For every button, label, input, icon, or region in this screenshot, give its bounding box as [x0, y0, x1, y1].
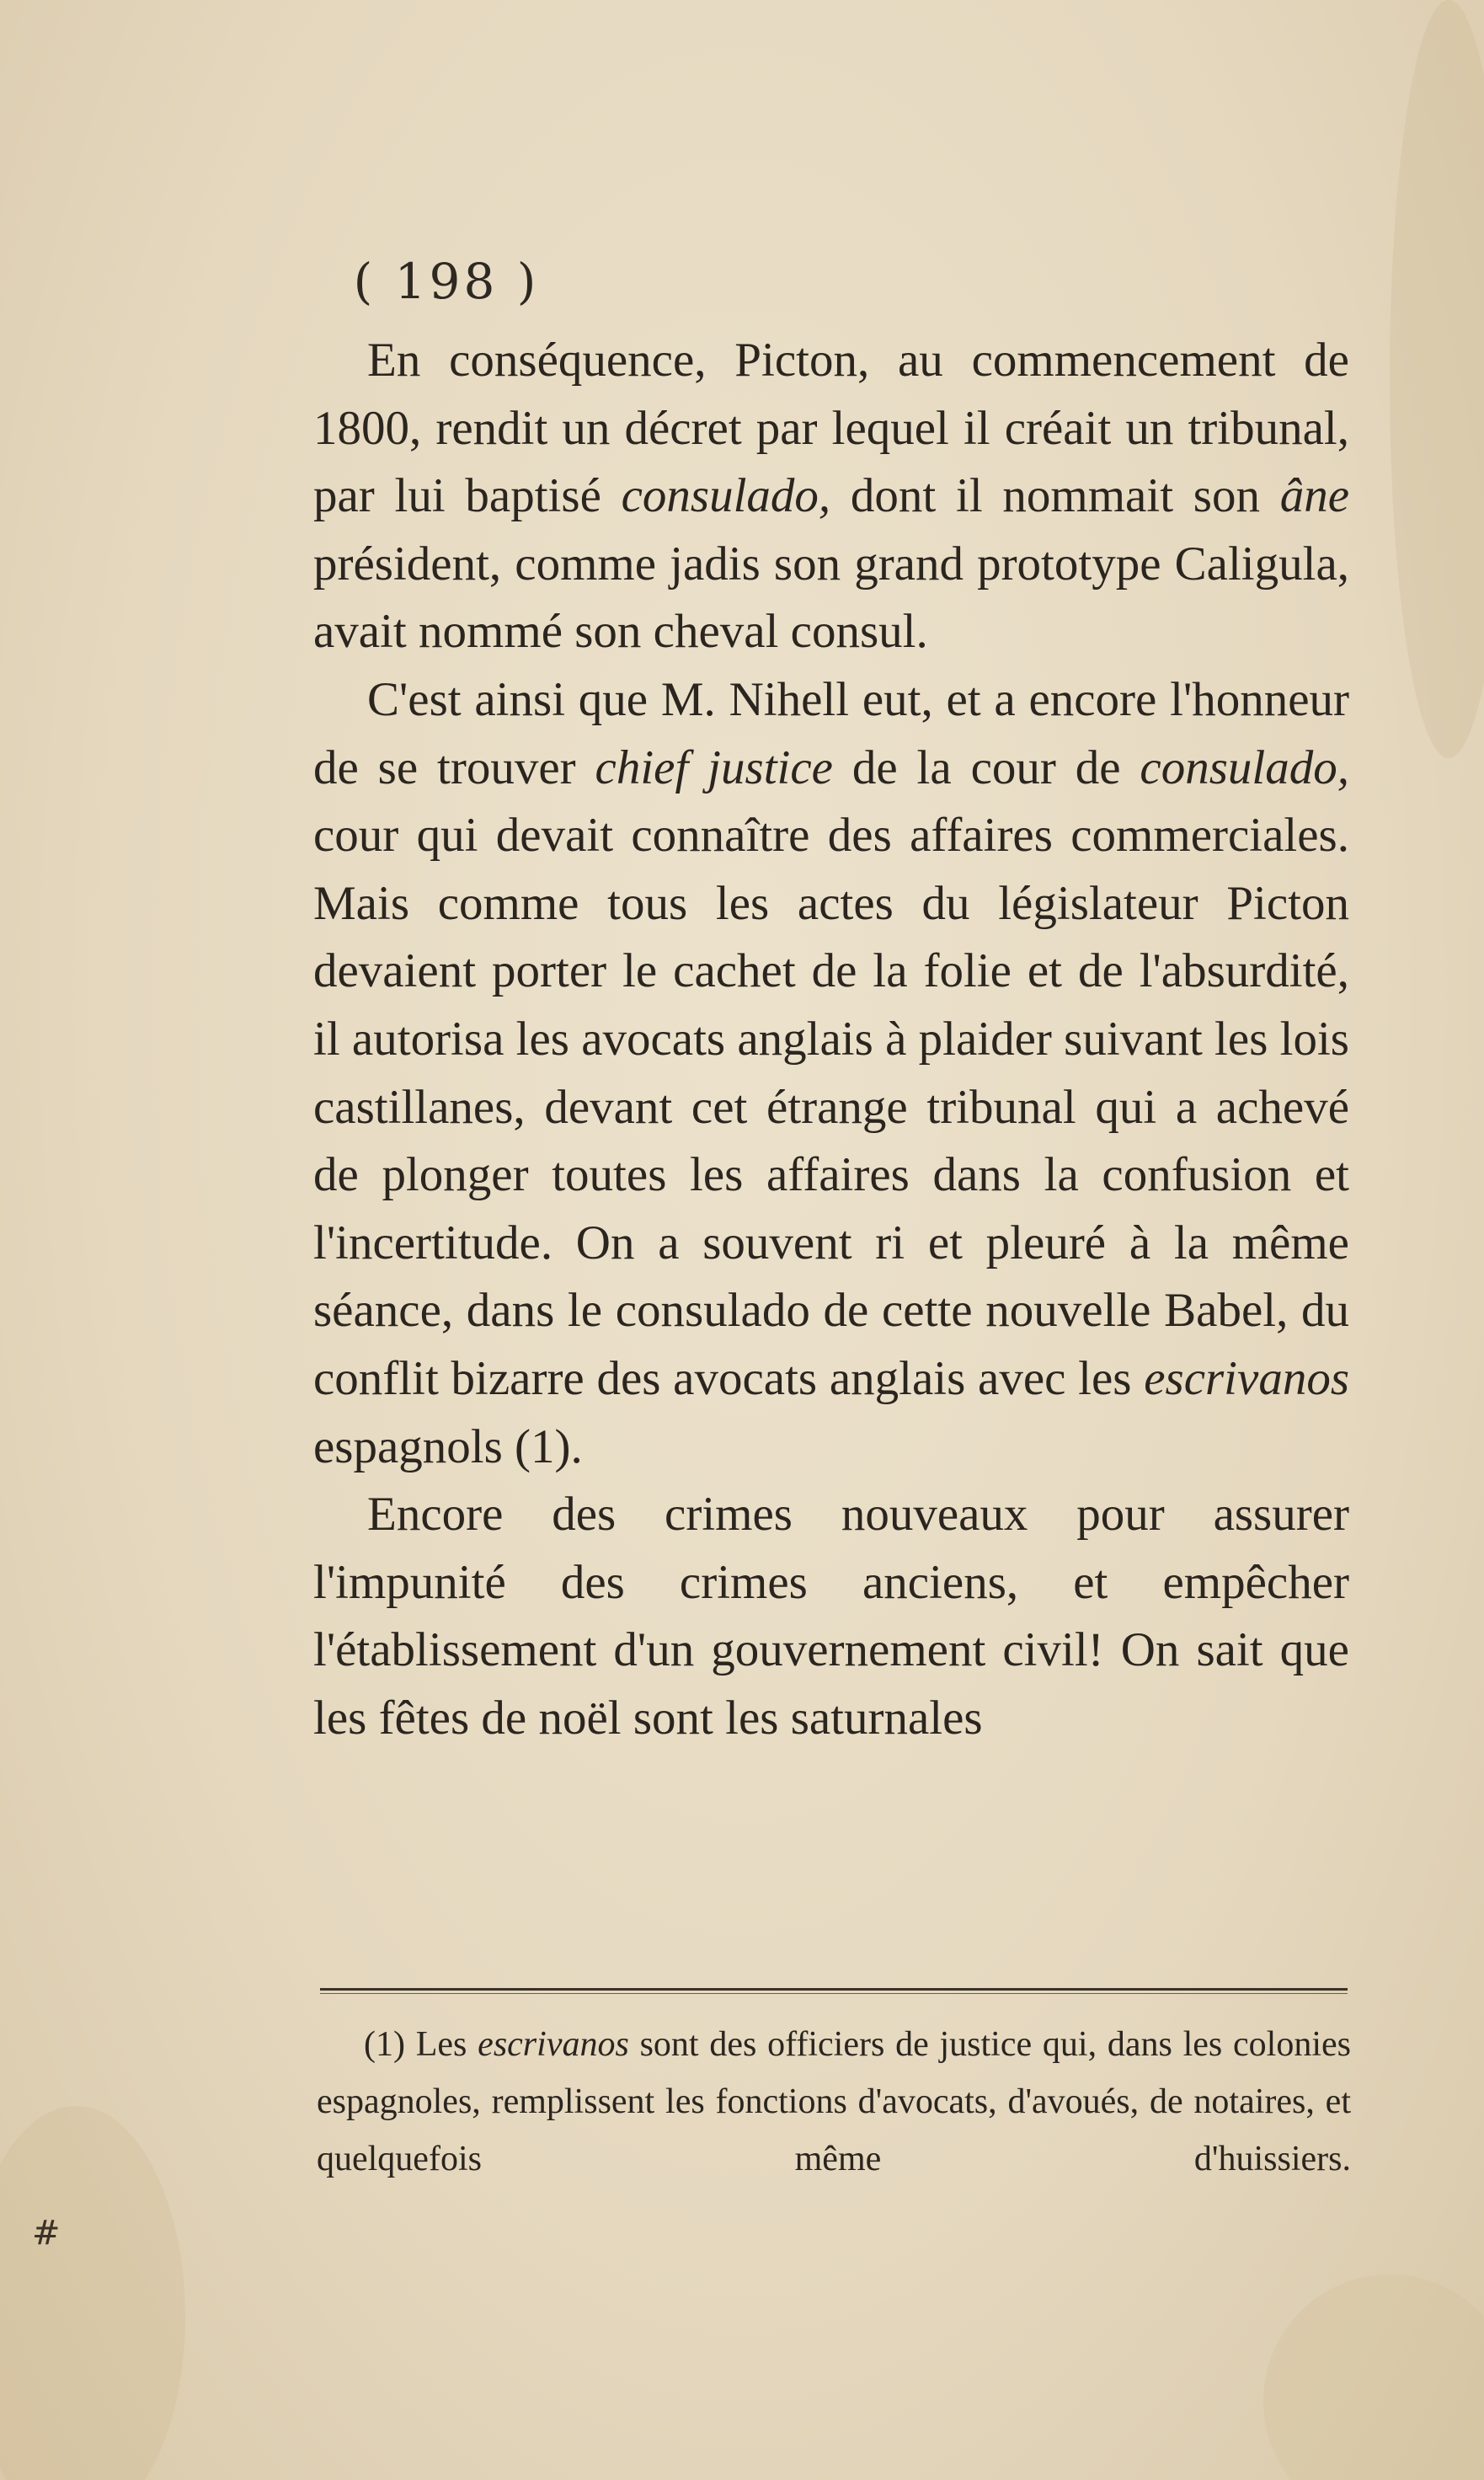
text-run: Encore des crimes nouveaux pour assurer l'impunité des crimes anciens, et empêcher l'établissement d'un gouvernement civil! On sait que les fêtes de noël sont les saturnales [313, 1488, 1349, 1745]
italic-term: consulado, [621, 469, 831, 523]
paper-stain [1390, 0, 1484, 758]
text-run: président, comme jadis son grand prototype Caligula, avait nommé son cheval consul. [313, 537, 1349, 659]
paragraph [313, 666, 1349, 1481]
text-run: dont il nommait son [830, 469, 1280, 523]
footnote [317, 2016, 1351, 2188]
paper-stain [1263, 2274, 1484, 2480]
italic-term: escrivanos [1144, 1351, 1349, 1405]
text-run: En conséquence, Picton, au commencement de 1800, rendit un décret par lequel il créait un tribunal, par lui baptisé [313, 334, 1349, 523]
paragraph [313, 1481, 1349, 1752]
page-number: ( 198 ) [353, 253, 540, 310]
footnote-text [317, 2016, 1351, 2188]
text-run: espagnols (1). [313, 1419, 583, 1473]
text-run: C'est ainsi que M. Nihell eut, et a encore l'honneur de se trouver [313, 672, 1349, 794]
text-run: (1) Les [364, 2025, 478, 2064]
italic-term: âne [1279, 469, 1349, 523]
paper-stain [0, 2106, 185, 2480]
main-text [313, 327, 1349, 1752]
paragraph [313, 327, 1349, 666]
text-run: sont des officiers de justice qui, dans les colonies espagnoles, remplissent les fonctions d'avocats, d'avoués, de notaires, et quelquefois même d'huissiers. [317, 2025, 1351, 2178]
margin-mark: # [32, 2214, 61, 2253]
footnote-divider [320, 1988, 1348, 1991]
italic-term: escrivanos [478, 2025, 629, 2064]
text-run: de la cour de [832, 740, 1140, 794]
italic-term: chief justice [595, 740, 833, 794]
text-run: cour qui devait connaître des affaires commerciales. Mais comme tous les actes du législateur Picton devaient porter le cachet de la folie et de l'absurdité, il autorisa les avocats anglais à plaider suivant les lois castillanes, devant cet étrange tribunal qui a achevé de plonger toutes les affaires dans la confusion et l'incertitude. On a souvent ri et pleuré à la même séance, dans le consulado de cette nouvelle Babel, du conflit bizarre des avocats anglais avec les [313, 809, 1349, 1405]
italic-term: consulado, [1140, 740, 1349, 794]
